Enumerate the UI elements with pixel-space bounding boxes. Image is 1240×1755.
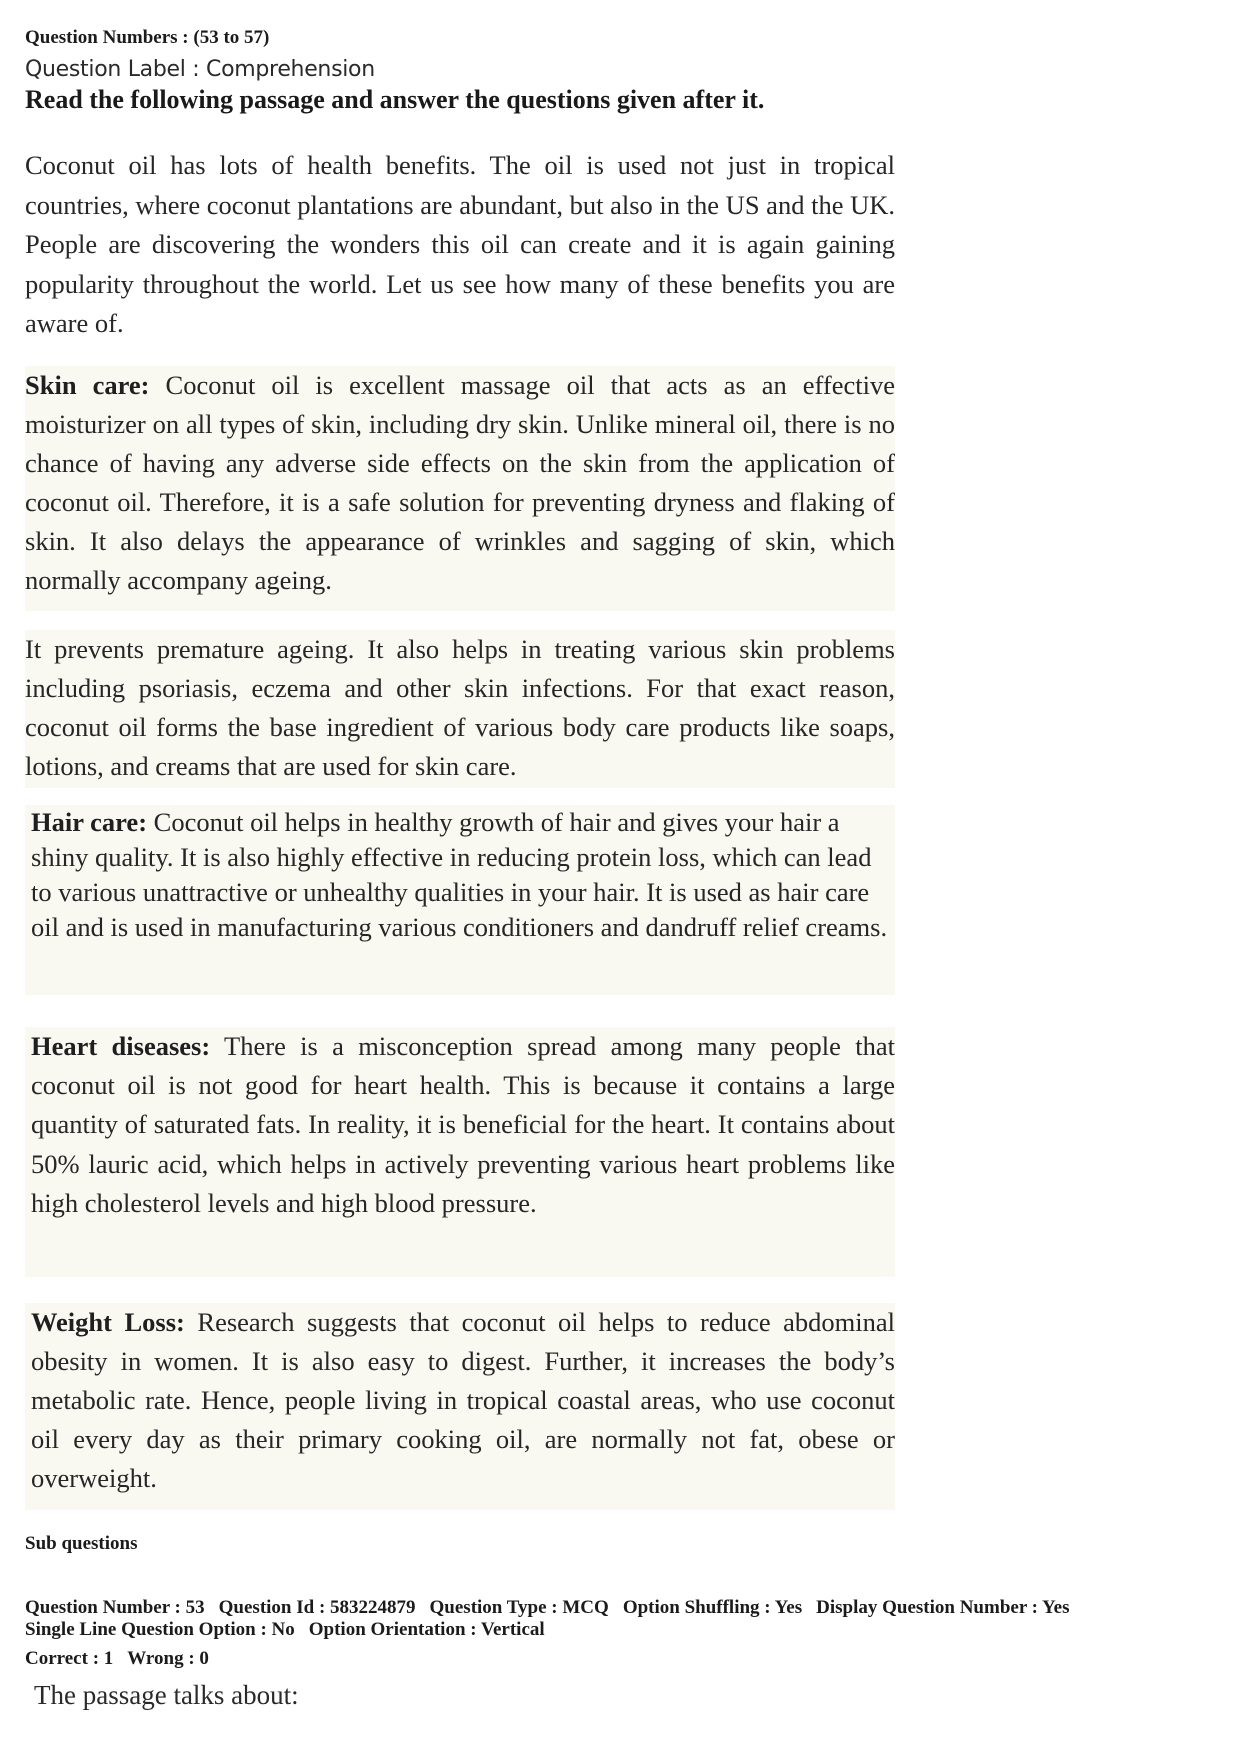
weight-loss-block — [25, 1303, 895, 1510]
question-numbers: Question Numbers : (53 to 57) — [25, 27, 270, 48]
wrong-marks: Wrong : 0 — [127, 1648, 209, 1669]
skin-care-text: Coconut oil is excellent massage oil that acts as an effective moisturizer on all types of skin, including dry skin. Unlike mineral oil, there is no chance of having any adverse side effects on the skin from the application of coconut oil. Therefore, it is a safe solution for preventing dryness and flaking of skin. It also delays the appearance of wrinkles and sagging of skin, which normally accompany ageing. — [25, 370, 895, 595]
single-line-option: Single Line Question Option : No — [25, 1619, 295, 1640]
option-orientation: Option Orientation : Vertical — [308, 1619, 545, 1640]
weight-title: Weight Loss: — [31, 1307, 185, 1337]
display-question-number: Display Question Number : Yes — [816, 1597, 1070, 1618]
question-meta-line-1 — [25, 1597, 1069, 1619]
question-number: Question Number : 53 — [25, 1597, 205, 1618]
passage-intro-block — [25, 146, 895, 344]
question-type: Question Type : MCQ — [429, 1597, 609, 1618]
skin-care-block — [25, 366, 895, 611]
weight-paragraph — [31, 1303, 895, 1498]
option-shuffling: Option Shuffling : Yes — [622, 1597, 803, 1618]
heart-title: Heart diseases: — [31, 1031, 211, 1061]
heart-diseases-block — [25, 1027, 895, 1277]
heart-paragraph — [31, 1027, 895, 1223]
heart-text: There is a misconception spread among many people that coconut oil is not good for heart health. This is because it contains a large quantity of saturated fats. In reality, it is beneficial for the heart. It contains about 50% lauric acid, which helps in actively preventing various heart problems like high cholesterol levels and high blood pressure. — [31, 1031, 895, 1218]
correct-marks: Correct : 1 — [25, 1648, 114, 1669]
question-id: Question Id : 583224879 — [218, 1597, 416, 1618]
passage-instruction: Read the following passage and answer the questions given after it. — [25, 85, 765, 114]
skin-care-block-2 — [25, 630, 895, 788]
skin-care-paragraph — [25, 366, 895, 600]
question-label: Question Label : Comprehension — [25, 57, 375, 82]
hair-care-title: Hair care: — [31, 807, 148, 837]
weight-text: Research suggests that coconut oil helps to reduce abdominal obesity in women. It is also easy to digest. Further, it increases the body’s metabolic rate. Hence, people living in tropical coastal areas, who use coconut oil every day as their primary cooking oil, are normally not fat, obese or overweight. — [31, 1307, 896, 1493]
sub-questions-heading: Sub questions — [25, 1533, 138, 1554]
passage-instruction-block — [25, 83, 895, 123]
skin-care-text-2: It prevents premature ageing. It also helps in treating various skin problems including psoriasis, eczema and other skin infections. For that exact reason, coconut oil forms the base ingredient of various body care products like soaps, lotions, and creams that are used for skin care. — [25, 634, 895, 781]
question-text: The passage talks about: — [34, 1680, 299, 1710]
hair-care-text: Coconut oil helps in healthy growth of hair and gives your hair a shiny quality. It is also highly effective in reducing protein loss, which can lead to various unattractive or unhealthy qualities in your hair. It is used as hair care oil and is used in manufacturing various conditioners and dandruff relief creams. — [31, 807, 888, 942]
marks-line — [25, 1648, 209, 1670]
skin-care-title: Skin care: — [25, 370, 150, 400]
hair-care-paragraph — [31, 805, 895, 945]
passage-intro: Coconut oil has lots of health benefits. The oil is used not just in tropical countries, where coconut plantations are abundant, but also in the US and the UK. People are discovering the wonders this oil can create and it is again gaining popularity throughout the world. Let us see how many of these benefits you are aware of. — [25, 150, 895, 339]
question-meta-line-2 — [25, 1619, 545, 1641]
hair-care-block — [25, 805, 895, 995]
